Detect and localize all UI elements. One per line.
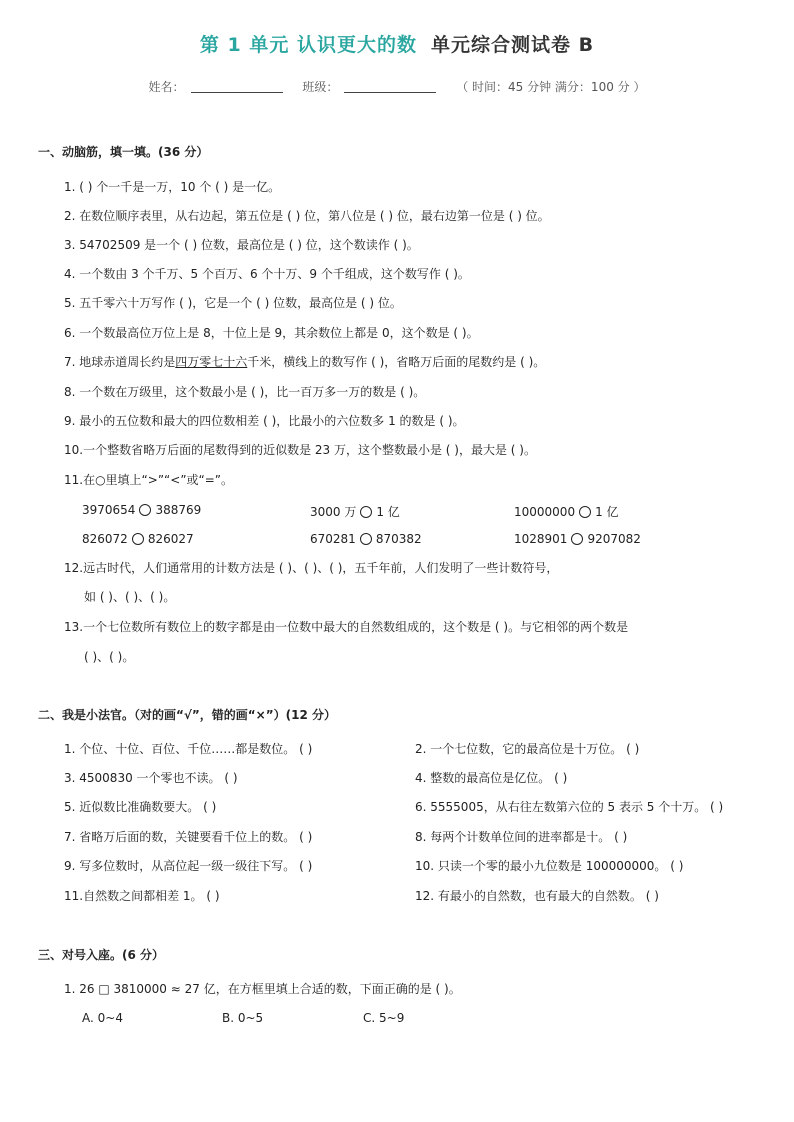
student-info-line xyxy=(0,78,794,95)
question-1-9: 9. 最小的五位数和最大的四位数相差 ( )，比最小的六位数多 1 的数是 ( )。 xyxy=(64,414,465,428)
compare-circle[interactable] xyxy=(571,533,583,545)
compare-left: 3000 万 xyxy=(310,505,357,519)
question-1-3: 3. 54702509 是一个 ( ) 位数，最高位是 ( ) 位，这个数读作 ( )。 xyxy=(64,238,419,252)
compare-right: 9207082 xyxy=(587,532,641,546)
question-1-11: 11.在○里填上“>”“<”或“=”。 xyxy=(64,473,234,487)
compare-right: 388769 xyxy=(155,503,202,517)
judge-item: 4. 整数的最高位是亿位。 ( ) xyxy=(415,771,568,785)
section2-heading: 二、我是小法官。（对的画“√”，错的画“×”）(12 分） xyxy=(38,708,336,722)
compare-circle[interactable] xyxy=(139,504,151,516)
compare-circle[interactable] xyxy=(579,506,591,518)
option-c[interactable]: C. 5~9 xyxy=(363,1011,405,1025)
section1-heading: 一、动脑筋，填一填。(36 分） xyxy=(38,145,209,159)
exam-meta: （ 时间：45 分钟 满分：100 分 ） xyxy=(456,80,646,94)
compare-item xyxy=(82,503,201,517)
compare-circle[interactable] xyxy=(360,506,372,518)
compare-left: 3970654 xyxy=(82,503,136,517)
section3-heading: 三、对号入座。(6 分） xyxy=(38,948,165,962)
compare-left: 670281 xyxy=(310,532,356,546)
page-title xyxy=(0,30,794,57)
compare-circle[interactable] xyxy=(360,533,372,545)
judge-item: 3. 4500830 一个零也不读。 ( ) xyxy=(64,771,238,785)
judge-item: 9. 写多位数时，从高位起一级一级往下写。 ( ) xyxy=(64,859,313,873)
judge-item: 8. 每两个计数单位间的进率都是十。 ( ) xyxy=(415,830,628,844)
name-blank[interactable] xyxy=(191,80,283,93)
q7-text-pre: 7. 地球赤道周长约是 xyxy=(64,355,176,369)
question-1-13: 13.一个七位数所有数位上的数字都是由一位数中最大的自然数组成的，这个数是 ( )。与它相邻的两个数是 xyxy=(64,620,629,634)
question-1-6: 6. 一个数最高位万位上是 8，十位上是 9，其余数位上都是 0，这个数是 ( )。 xyxy=(64,326,479,340)
question-1-8: 8. 一个数在万级里，这个数最小是 ( )，比一百万多一万的数是 ( )。 xyxy=(64,385,426,399)
judge-item: 5. 近似数比准确数要大。 ( ) xyxy=(64,800,217,814)
judge-item: 12. 有最小的自然数，也有最大的自然数。 ( ) xyxy=(415,889,659,903)
compare-left: 10000000 xyxy=(514,505,576,519)
question-1-7 xyxy=(64,353,545,370)
compare-item xyxy=(310,503,400,520)
compare-circle[interactable] xyxy=(132,533,144,545)
compare-item xyxy=(82,532,194,546)
judge-item: 2. 一个七位数，它的最高位是十万位。 ( ) xyxy=(415,742,640,756)
q7-text-post: 千米，横线上的数写作 ( )，省略万后面的尾数约是 ( )。 xyxy=(247,355,546,369)
class-label: 班级： xyxy=(302,80,339,94)
name-label: 姓名： xyxy=(148,80,185,94)
title-test: 单元综合测试卷 B xyxy=(430,34,595,56)
compare-left: 1028901 xyxy=(514,532,568,546)
title-unit: 第 1 单元 认识更大的数 xyxy=(199,34,417,56)
judge-item: 11.自然数之间都相差 1。 ( ) xyxy=(64,889,220,903)
compare-right: 1 亿 xyxy=(595,505,619,519)
judge-item: 6. 5555005，从右往左数第六位的 5 表示 5 个十万。 ( ) xyxy=(415,800,724,814)
compare-right: 1 亿 xyxy=(376,505,400,519)
compare-right: 826027 xyxy=(147,532,194,546)
compare-item xyxy=(310,532,422,546)
judge-item: 7. 省略万后面的数，关键要看千位上的数。 ( ) xyxy=(64,830,313,844)
question-1-12-cont: 如 ( )、( )、( )。 xyxy=(84,590,176,604)
question-1-12: 12.远古时代，人们通常用的计数方法是 ( )、( )、( )，五千年前，人们发明了一些计数符号， xyxy=(64,561,559,575)
judge-item: 10. 只读一个零的最小九位数是 100000000。 ( ) xyxy=(415,859,684,873)
option-b[interactable]: B. 0~5 xyxy=(222,1011,264,1025)
question-1-2: 2. 在数位顺序表里，从右边起，第五位是 ( ) 位，第八位是 ( ) 位，最右边第一位是 ( ) 位。 xyxy=(64,209,550,223)
question-1-1: 1. ( ) 个一千是一万，10 个 ( ) 是一亿。 xyxy=(64,180,281,194)
question-1-10: 10.一个整数省略万后面的尾数得到的近似数是 23 万，这个整数最小是 ( )，最大是 ( )。 xyxy=(64,443,536,457)
compare-item xyxy=(514,503,619,520)
compare-item xyxy=(514,532,641,546)
question-1-4: 4. 一个数由 3 个千万、5 个百万、6 个十万、9 个千组成，这个数写作 ( )。 xyxy=(64,267,470,281)
compare-left: 826072 xyxy=(82,532,128,546)
question-1-13-cont: ( )、( )。 xyxy=(84,650,135,664)
class-blank[interactable] xyxy=(344,80,436,93)
compare-right: 870382 xyxy=(375,532,422,546)
q7-underlined: 四万零七十六 xyxy=(175,355,248,369)
option-a[interactable]: A. 0~4 xyxy=(82,1011,123,1025)
question-3-1: 1. 26 □ 3810000 ≈ 27 亿，在方框里填上合适的数，下面正确的是 ( )。 xyxy=(64,982,461,996)
question-1-5: 5. 五千零六十万写作 ( )，它是一个 ( ) 位数，最高位是 ( ) 位。 xyxy=(64,296,402,310)
judge-item: 1. 个位、十位、百位、千位……都是数位。 ( ) xyxy=(64,742,313,756)
